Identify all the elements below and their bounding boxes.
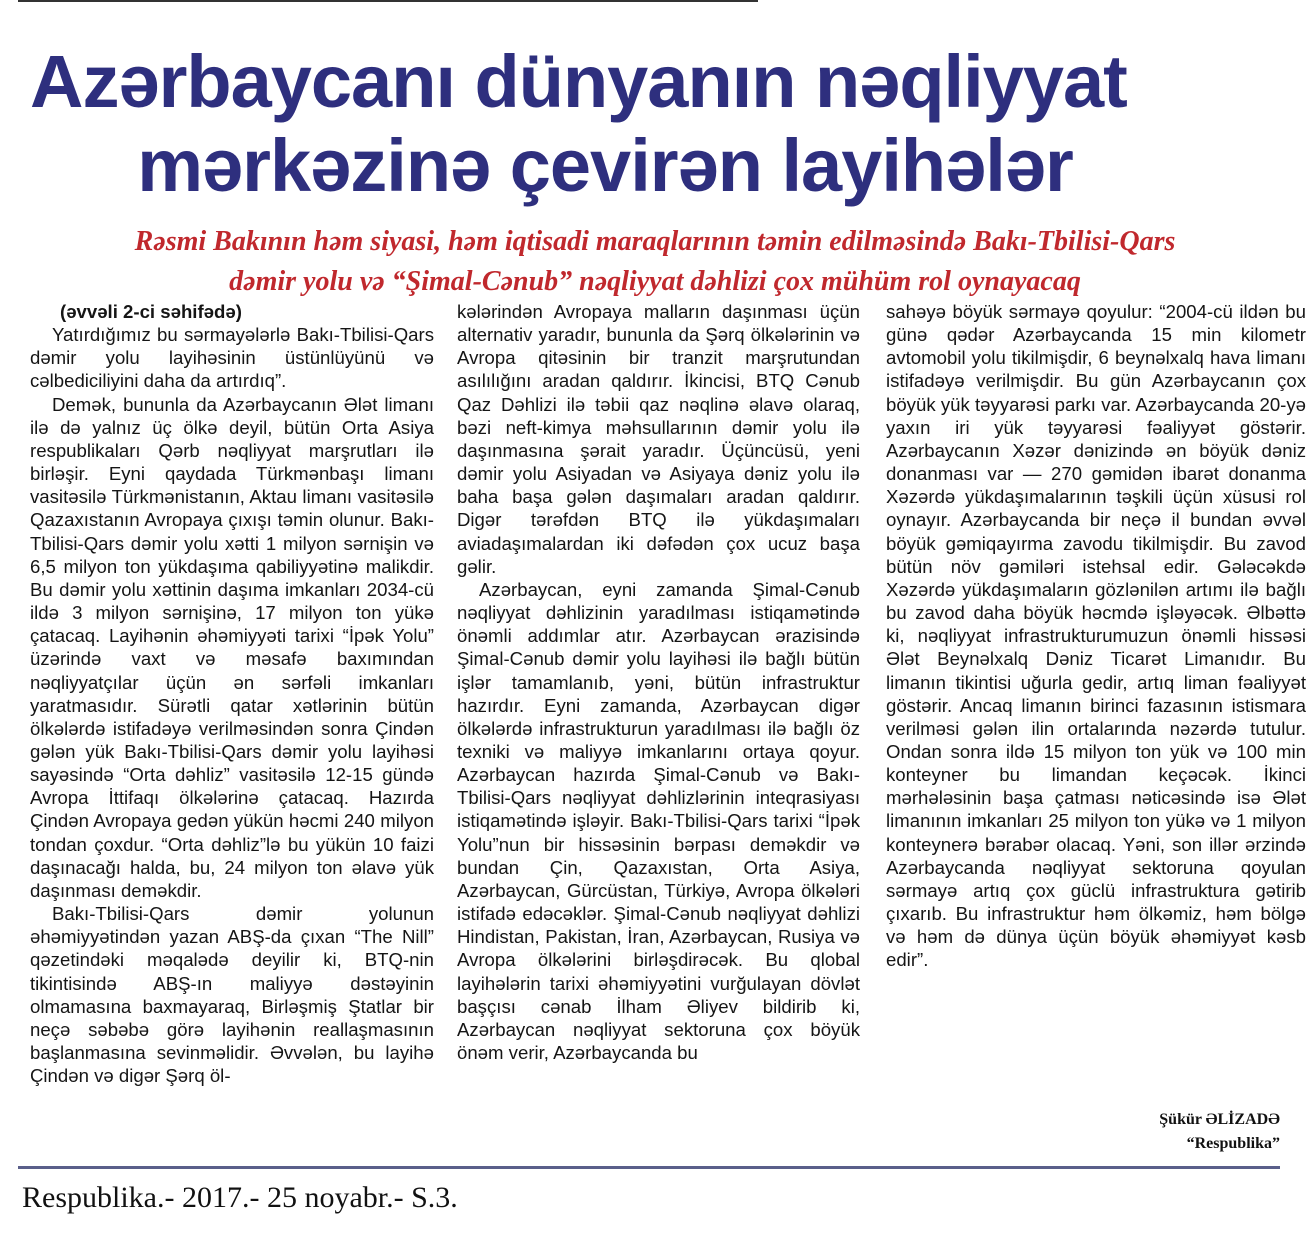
subheading-line-1: Rəsmi Bakının həm siyasi, həm iqtisadi maraqlarının təmin edilməsində Bakı-Tbilisi-Qars xyxy=(134,226,1176,257)
headline-line-1: Azərbaycanı dünyanın nəqliyyat xyxy=(30,40,1127,123)
paragraph: sahəyə böyük sərmayə qoyulur: “2004-cü ildən bu günə qədər Azərbaycanda 15 min kilometr avtomobil yolu tikilmişdir, 6 beynəlxalq hava limanı istifadəyə verilmişdir. Bu gün Azərbaycanın çox böyük yük təyyarəsi parkı var. Azərbaycanda 20-yə yaxın iri yük təyyarəsi fəaliyyət göstərir. Azərbaycanın Xəzər dənizində ən böyük dəniz donanması var — 270 gəmidən ibarət donanma Xəzərdə yükdaşımalarının təşkili üçün xüsusi rol oynayır. Azərbaycanda bir neçə il bundan əvvəl böyük gəmiqayırma zavodu tikilmişdir. Bu zavod bütün növ gəmiləri istehsal edir. Gələcəkdə Xəzərdə yükdaşımaların gözlənilən artımı ilə bağlı bu zavod daha böyük həcmdə işləyəcək. Əlbəttə ki, nəqliyyat infrastrukturumuzun önəmli hissəsi Ələt Beynəlxalq Dəniz Ticarət Limanıdır. Bu limanın tikintisi uğurla gedir, artıq liman fəaliyyət göstərir. Ancaq limanın birinci fazasının istismara verilməsi gələn ilin ortalarında nəzərdə tutulur. Ondan sonra ildə 15 milyon ton yük və 100 min konteyner bu limandan keçəcək. İkinci mərhələsinin başa çatması nəticəsində isə Ələt limanının imkanları 25 milyon ton yükə və 1 milyon konteynerə bərabər olacaq. Yəni, son illər ərzində Azərbaycanda nəqliyyat sektoruna qoyulan sərmayə artıq çox güclü infrastruktura gətirib çıxarıb. Bu infrastruktur həm ölkəmiz, həm bölgə və həm də dünya üçün böyük əhəmiyyət kəsb edir”. xyxy=(886,301,1306,971)
headline-line-2: mərkəzinə çevirən layihələr xyxy=(137,124,1073,207)
continued-note: (əvvəli 2-ci səhifədə) xyxy=(60,301,242,322)
source-citation: Respublika.- 2017.- 25 noyabr.- S.3. xyxy=(22,1181,458,1214)
author-name: Şükür ƏLİZADƏ xyxy=(1159,1111,1280,1128)
byline xyxy=(1020,1108,1280,1156)
subheading-line-2: dəmir yolu və “Şimal-Cənub” nəqliyyat dəhlizi çox mühüm rol oynayacaq xyxy=(229,266,1081,297)
paragraph: Bakı-Tbilisi-Qars dəmir yolunun əhəmiyyətindən yazan ABŞ-da çıxan “The Nill” qəzetindəki məqalədə deyilir ki, BTQ-nin tikintisində ABŞ-ın maliyyə dəstəyinin olmamasına baxmayaraq, Birləşmiş Ştatlar bir neçə səbəbə görə layihənin reallaşmasının başlanmasına sevinməlidir. Əvvələn, bu layihə Çindən və digər Şərq öl- xyxy=(30,903,434,1087)
paragraph: Demək, bununla da Azərbaycanın Ələt limanı ilə də yalnız üç ölkə deyil, bütün Orta Asiya respublikaları Qərb nəqliyyat marşrutları ilə birləşir. Eyni qaydada Türkmənbaşı limanı vasitəsilə Türkmənistanın, Aktau limanı vasitəsilə Qazaxıstanın Avropaya çıxışı təmin olunur. Bakı-Tbilisi-Qars dəmir yolu xətti 1 milyon sərnişin və 6,5 milyon ton yükdaşıma qabiliyyətinə malikdir. Bu dəmir yolu xəttinin daşıma imkanları 2034-cü ildə 3 milyon sərnişinə, 17 milyon ton yükə çatacaq. Layihənin əhəmiyyəti tarixi “İpək Yolu” üzərində vaxt və məsafə baxımından nəqliyyatçılar üçün ən sərfəli imkanları yaratmasıdır. Sürətli qatar xətlərinin bütün ölkələrdə istifadəyə verilməsindən sonra Çindən gələn yük Bakı-Tbilisi-Qars dəmir yolu layihəsi sayəsində “Orta dəhliz” vasitəsilə 12-15 gündə Avropa İttifaqı ölkələrinə çatacaq. Hazırda Çindən Avropaya gedən yükün həcmi 240 milyon tondan çoxdur. “Orta dəhliz”lə bu yükün 10 faizi daşınacağı halda, bu, 24 milyon ton əlavə yük daşınması deməkdir. xyxy=(30,393,434,901)
article-column-3 xyxy=(886,300,1306,972)
author-source: “Respublika” xyxy=(1186,1135,1280,1152)
paragraph: Azərbaycan, eyni zamanda Şimal-Cənub nəqliyyat dəhlizinin yaradılması istiqamətində önəmli addımlar atır. Azərbaycan ərazisində Şimal-Cənub dəmir yolu layihəsi ilə bağlı bütün işlər tamamlanıb, yəni, bütün infrastruktur hazırdır. Eyni zamanda, Azərbaycan digər ölkələrdə infrastrukturun yaradılması ilə bağlı öz texniki və maliyyə imkanlarını ortaya qoyur. Azərbaycan hazırda Şimal-Cənub və Bakı-Tbilisi-Qars nəqliyyat dəhlizlərinin inteqrasiyası istiqamətində işləyir. Bakı-Tbilisi-Qars tarixi “İpək Yolu”nun bir hissəsinin bərpası deməkdir və bundan Çin, Qazaxıstan, Orta Asiya, Azərbaycan, Gürcüstan, Türkiyə, Avropa ölkələri istifadə edəcəklər. Şimal-Cənub nəqliyyat dəhlizi Hindistan, Pakistan, İran, Azərbaycan, Rusiya və Avropa ölkələrini birləşdirəcək. Bu qlobal layihələrin tarixi əhəmiyyətini vurğulayan dövlət başçısı cənab İlham Əliyev bildirib ki, Azərbaycan nəqliyyat sektoruna çox böyük önəm verir, Azərbaycanda bu xyxy=(457,578,860,1063)
paragraph: Yatırdığımız bu sərmayələrlə Bakı-Tbilisi-Qars dəmir yolu layihəsinin üstünlüyünü və cəlbediciliyini daha da artırdıq”. xyxy=(30,324,434,392)
paragraph: kələrindən Avropaya malların daşınması üçün alternativ yaradır, bununla da Şərq ölkələrinin və Avropa qitəsinin bir tranzit marşrutundan asılılığını aradan qaldırır. İkincisi, BTQ Cənub Qaz Dəhlizi ilə təbii qaz nəqlinə əlavə olaraq, bəzi neft-kimya məhsullarının dəmir yolu ilə daşınmasına şərait yaradır. Üçüncüsü, yeni dəmir yolu Asiyadan və Asiyaya dəniz yolu ilə baha başa gələn daşımaları aradan qaldırır. Digər tərəfdən BTQ ilə yükdaşımaları aviadaşımalardan iki dəfədən çox ucuz başa gəlir. xyxy=(457,301,860,577)
bottom-divider xyxy=(18,1166,1280,1169)
